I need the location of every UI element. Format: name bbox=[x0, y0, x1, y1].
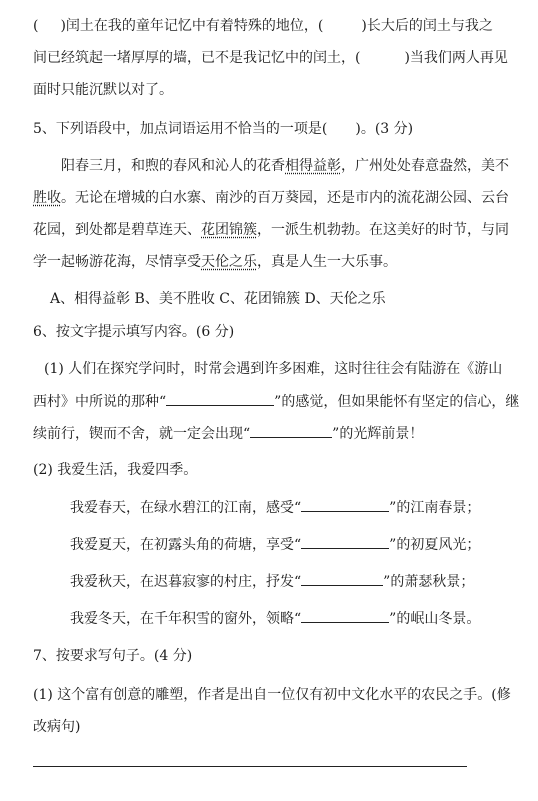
answer-blank[interactable] bbox=[250, 423, 332, 438]
text: ”的岷山冬景。 bbox=[389, 611, 481, 627]
answer-blank[interactable] bbox=[301, 571, 383, 586]
q6-part1-line-1: (1) 人们在探究学问时，时常会遇到许多困难，这时往往会有陆游在《游山 bbox=[44, 361, 503, 377]
question-7: 7、按要求写句子。(4 分) bbox=[33, 648, 193, 664]
passage-line-4 bbox=[33, 252, 397, 272]
text: 我爱夏天，在初露头角的荷塘，享受“ bbox=[70, 537, 302, 553]
text: 我爱秋天，在迟暮寂寥的村庄，抒发“ bbox=[70, 574, 302, 590]
dotted-term: 相得益彰 bbox=[285, 158, 341, 174]
q6-part1-line-3 bbox=[33, 423, 423, 444]
text: ”的萧瑟秋景； bbox=[383, 574, 475, 590]
text: 花园，到处都是碧草连天、 bbox=[33, 222, 201, 238]
text: ”的光辉前景！ bbox=[332, 426, 424, 442]
text: 学一起畅游花海，尽情享受 bbox=[33, 254, 201, 270]
text: 阳春三月，和煦的春风和沁人的花香 bbox=[61, 158, 285, 174]
q4-line-2 bbox=[33, 48, 508, 68]
answer-line[interactable] bbox=[33, 766, 467, 767]
text: ”的江南春景； bbox=[389, 500, 481, 516]
passage-line-3 bbox=[33, 220, 509, 240]
dotted-term: 胜收 bbox=[33, 190, 61, 206]
text: 续前行，锲而不舍，就一定会出现“ bbox=[33, 426, 251, 442]
answer-blank[interactable] bbox=[301, 608, 389, 623]
text: 我爱春天，在绿水碧江的江南，感受“ bbox=[70, 500, 302, 516]
text: ，广州处处春意盎然，美不 bbox=[341, 158, 509, 174]
text: 间已经筑起一堵厚厚的墙，已不是我记忆中的闰土，( bbox=[33, 50, 361, 66]
q4-line-3: 面时只能沉默以对了。 bbox=[33, 82, 173, 98]
q6-part2-header: (2) 我爱生活，我爱四季。 bbox=[33, 462, 198, 478]
text: ，一派生机勃勃。在这美好的时节，与同 bbox=[257, 222, 509, 238]
season-winter bbox=[70, 608, 480, 629]
passage-line-2 bbox=[33, 188, 509, 208]
q6-part1-line-2 bbox=[33, 391, 519, 412]
text: ，真是人生一大乐事。 bbox=[257, 254, 397, 270]
q7-part1-line-2: 改病句) bbox=[33, 719, 81, 735]
text: ”的初夏风光； bbox=[389, 537, 481, 553]
answer-blank[interactable] bbox=[301, 534, 389, 549]
season-autumn bbox=[70, 571, 474, 592]
text: 我爱冬天，在千年积雪的窗外，领略“ bbox=[70, 611, 302, 627]
passage-line-1 bbox=[61, 156, 509, 176]
question-6: 6、按文字提示填写内容。(6 分) bbox=[33, 324, 235, 340]
text: )长大后的闰土与我之 bbox=[361, 18, 493, 34]
q7-part1-line-1: (1) 这个富有创意的雕塑，作者是出自一位仅有初中文化水平的农民之手。(修 bbox=[33, 687, 511, 703]
dotted-term: 天伦之乐 bbox=[201, 254, 257, 270]
season-spring bbox=[70, 497, 480, 518]
answer-blank[interactable] bbox=[166, 391, 274, 406]
text: ( bbox=[33, 18, 39, 34]
q4-line-1 bbox=[33, 16, 493, 36]
dotted-term: 花团锦簇 bbox=[201, 222, 257, 238]
text: )闰土在我的童年记忆中有着特殊的地位，( bbox=[60, 18, 324, 34]
season-summer bbox=[70, 534, 480, 555]
answer-blank[interactable] bbox=[301, 497, 389, 512]
text: )当我们两人再见 bbox=[404, 50, 508, 66]
text: ”的感觉，但如果能怀有坚定的信心，继 bbox=[274, 394, 520, 410]
text: 西村》中所说的那种“ bbox=[33, 394, 167, 410]
q5-options: A、相得益彰 B、美不胜收 C、花团锦簇 D、天伦之乐 bbox=[50, 291, 386, 307]
question-5: 5、下列语段中，加点词语运用不恰当的一项是( )。(3 分) bbox=[33, 121, 414, 137]
text: 。无论在增城的白水寨、南沙的百万葵园，还是市内的流花湖公园、云台 bbox=[61, 190, 509, 206]
